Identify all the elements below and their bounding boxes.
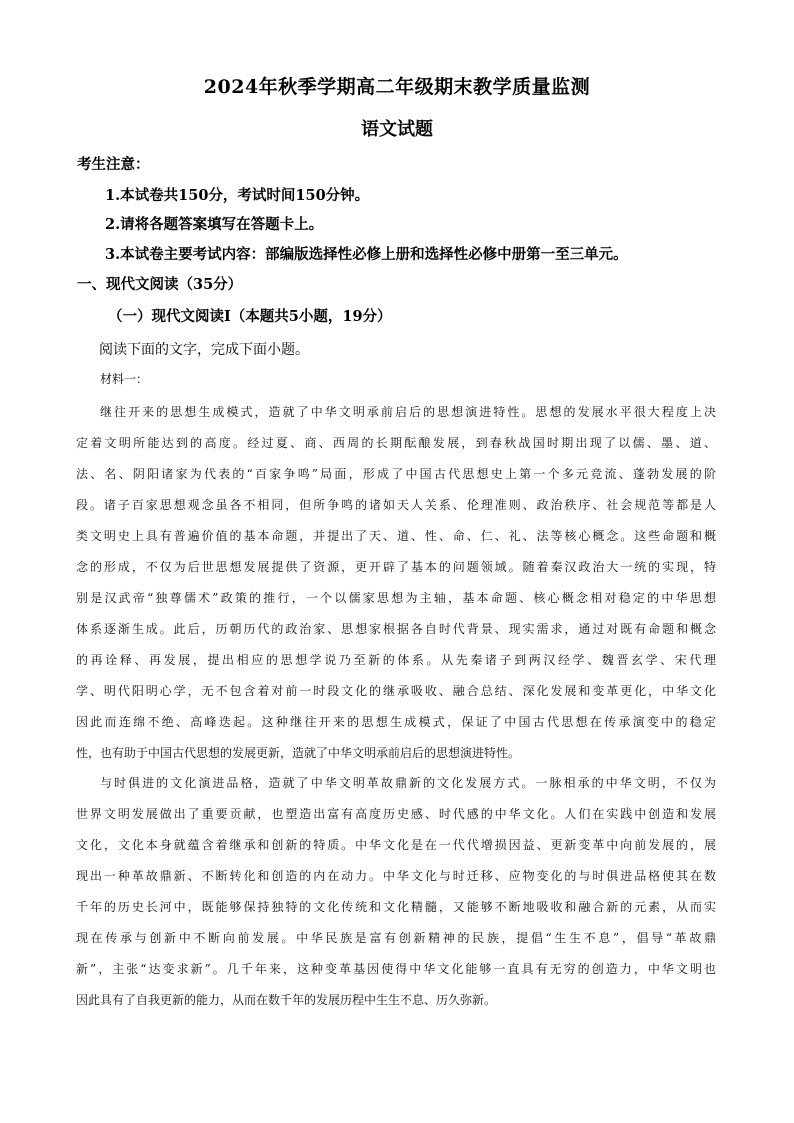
paragraph-line: 定着文明所能达到的高度。经过夏、商、西周的长期酝酿发展，到春秋战国时期出现了以儒、墨、道、: [76, 436, 716, 450]
notice-item-3: 3.本试卷主要考试内容：部编版选择性必修上册和选择性必修中册第一至三单元。: [105, 246, 628, 263]
paragraph-line: 现出一种革故鼎新、不断转化和创造的内在动力。中华文化与时迁移、应物变化的与时俱进品格使其在数: [76, 869, 716, 883]
paragraph-line: 继往开来的思想生成模式，造就了中华文明承前启后的思想演进特性。思想的发展水平很大程度上决: [100, 405, 716, 419]
paragraph-line: 文化，文化本身就蕴含着继承和创新的特质。中华文化是在一代代增损因益、更新变革中向前发展的，展: [76, 838, 716, 852]
paragraph-line: 因此而连绵不绝、高峰迭起。这种继往开来的思想生成模式，保证了中国古代思想在传承演变中的稳定: [76, 715, 716, 729]
paragraph-line: 法、名、阴阳诸家为代表的“百家争鸣”局面，形成了中国古代思想史上第一个多元竞流、蓬勃发展的阶: [76, 467, 716, 481]
reading-instruction: 阅读下面的文字，完成下面小题。: [99, 342, 309, 358]
paragraph-line: 学、明代阳明心学，无不包含着对前一时段文化的继承吸收、融合总结、深化发展和变革更化，中华文化: [76, 684, 716, 698]
section-heading: 一、现代文阅读（35分）: [77, 276, 243, 293]
notice-item-2: 2.请将各题答案填写在答题卡上。: [105, 216, 324, 233]
paragraph-line: 念的形成，不仅为后世思想发展提供了资源，更开辟了基本的问题领域。随着秦汉政治大一统的实现，特: [76, 560, 716, 574]
paragraph-line: 段。诸子百家思想观念虽各不相同，但所争鸣的诸如天人关系、伦理准则、政治秩序、社会规范等都是人: [76, 498, 716, 512]
paragraph-line: 性，也有助于中国古代思想的发展更新，造就了中华文明承前启后的思想演进特性。: [76, 746, 521, 760]
paragraph-line: 世界文明发展做出了重要贡献，也塑造出富有高度历史感、时代感的中华文化。人们在实践中创造和发展: [76, 807, 716, 821]
paragraph-line: 与时俱进的文化演进品格，造就了中华文明革故鼎新的文化发展方式。一脉相承的中华文明，不仅为: [100, 776, 716, 790]
notice-item-1: 1.本试卷共150分，考试时间150分钟。: [105, 187, 370, 204]
material-paragraph-1: [76, 397, 716, 769]
subsection-heading: （一）现代文阅读Ⅰ（本题共5小题，19分）: [108, 308, 392, 325]
paragraph-line: 的再诠释、再发展，提出相应的思想学说乃至新的体系。从先秦诸子到两汉经学、魏晋玄学、宋代理: [76, 653, 716, 667]
paragraph-line: 千年的历史长河中，既能够保持独特的文化传统和文化精髓，又能够不断地吸收和融合新的元素，从而实: [76, 900, 716, 914]
exam-title: 2024年秋季学期高二年级期末教学质量监测: [203, 76, 591, 98]
material-label: 材料一：: [100, 372, 149, 386]
exam-subtitle: 语文试题: [361, 119, 433, 140]
material-paragraph-2: [76, 768, 716, 1016]
paragraph-line: 体系逐渐生成。此后，历朝历代的政治家、思想家根据各自时代背景、现实需求，通过对既有命题和概念: [76, 622, 716, 636]
paragraph-line: 别是汉武帝“独尊儒术”政策的推行，一个以儒家思想为主轴，基本命题、核心概念相对稳定的中华思想: [76, 591, 716, 605]
paragraph-line: 类文明史上具有普遍价值的基本命题，并提出了天、道、性、命、仁、礼、法等核心概念。这些命题和概: [76, 529, 716, 543]
notice-heading: 考生注意：: [77, 156, 150, 173]
paragraph-line: 现在传承与创新中不断向前发展。中华民族是富有创新精神的民族，提倡“生生不息”，倡导“革故鼎: [76, 931, 716, 945]
paragraph-line: 新”，主张“达变求新”。几千年来，这种变革基因使得中华文化能够一直具有无穷的创造力，中华文明也: [76, 962, 716, 976]
paragraph-line: 因此具有了自我更新的能力，从而在数千年的发展历程中生生不息、历久弥新。: [76, 993, 497, 1007]
